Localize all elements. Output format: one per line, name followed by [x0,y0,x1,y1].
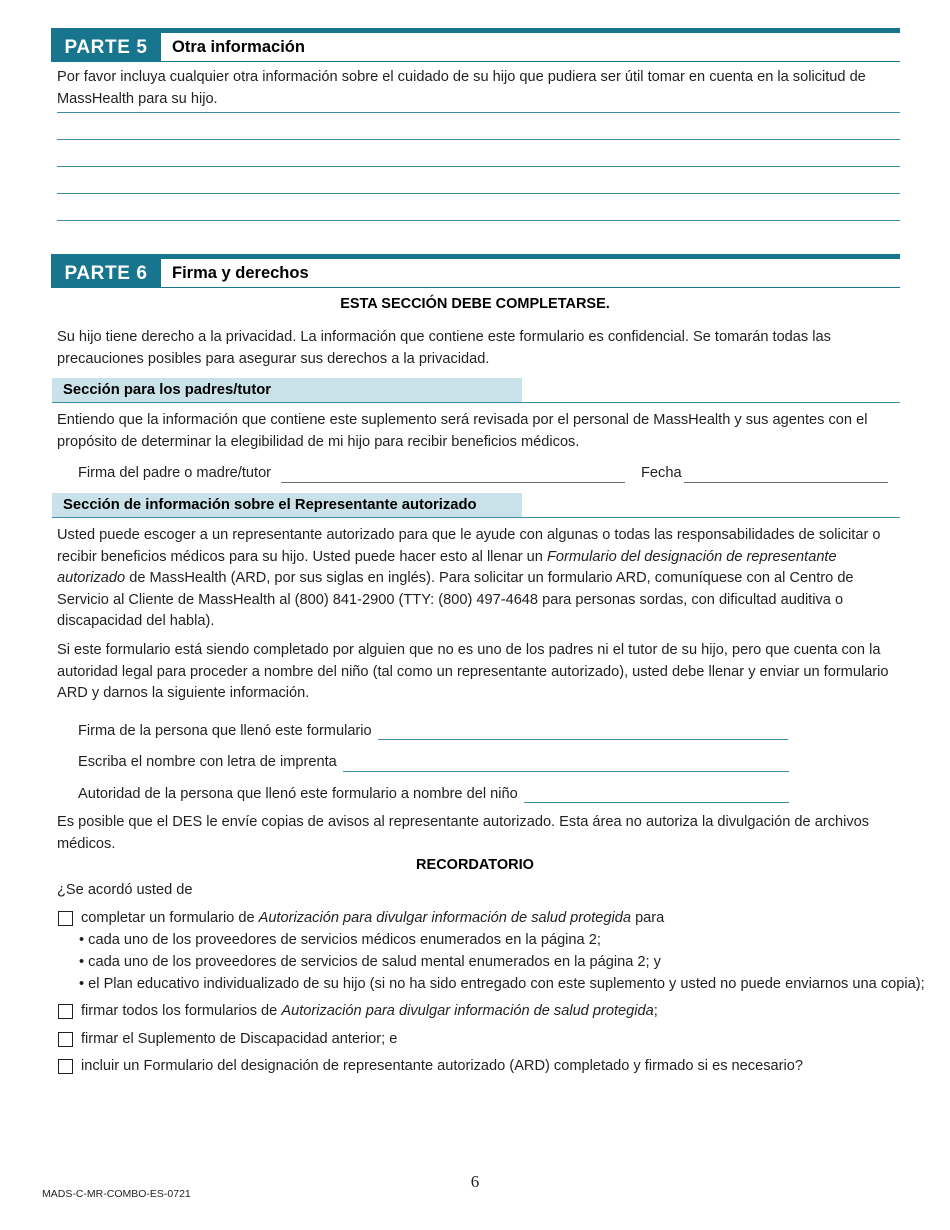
reminder-bullet-2: • cada uno de los proveedores de servicios de salud mental enumerados en la página 2; y [79,954,661,970]
part5-instructions: Por favor incluya cualquier otra información sobre el cuidado de su hijo que pudiera ser útil tomar en cuenta en la solicitud de MassHealth para su hijo. [57,69,866,107]
part6-label: PARTE 6 [51,259,161,287]
parent-signature-label: Firma del padre o madre/tutor [78,465,272,481]
reminder-item-2: firmar todos los formularios de Autorización para divulgar información de salud protegida; [81,1003,658,1019]
form-code: MADS-C-MR-COMBO-ES-0721 [42,1188,191,1200]
parent-signature-field[interactable] [281,482,625,483]
required-notice: ESTA SECCIÓN DEBE COMPLETARSE. [340,296,610,312]
part6-header [51,254,900,288]
reminder-checkbox-4[interactable] [58,1059,73,1074]
answer-line-3[interactable] [57,166,900,167]
representative-para2: Si este formulario está siendo completado por alguien que no es uno de los padres ni el tutor de su hijo, pero que cuenta con la autoridad legal para proceder a nombre del niño (tal como un representante autorizado), usted debe llenar y enviar un formulario ARD y darnos la siguiente información. [57,642,889,701]
page-number: 6 [470,1172,480,1191]
reminder-checkbox-1[interactable] [58,911,73,926]
authority-label: Autoridad de la persona que llenó este formulario a nombre del niño [78,786,518,802]
parents-section-title: Sección para los padres/tutor [63,382,272,398]
des-notice: Es posible que el DES le envíe copias de avisos al representante autorizado. Esta área no autoriza la divulgación de archivos médicos. [57,814,870,852]
reminder-item-3: firmar el Suplemento de Discapacidad anterior; e [81,1031,398,1047]
reminder-bullet-1: • cada uno de los proveedores de servicios médicos enumerados en la página 2; [79,932,601,948]
reminder-checkbox-3[interactable] [58,1032,73,1047]
reminder-item-1: completar un formulario de Autorización para divulgar información de salud protegida para [81,910,665,926]
representative-section-header [52,493,900,518]
answer-line-2[interactable] [57,139,900,140]
answer-line-1[interactable] [57,112,900,113]
representative-para1: Usted puede escoger a un representante autorizado para que le ayude con algunas o todas las responsabilidades de solicitar o recibir beneficios médicos para su hijo. Usted puede hacer esto al llenar un Formulario del designación de representante autorizado de MassHealth (ARD, por sus siglas en inglés). Para solicitar un formulario ARD, comuníquese con al Centro de Servicio al Cliente de MassHealth al (800) 841-2900 (TTY: (800) 497-4648 para personas sordas, con dificultad auditiva o discapacidad del habla). [57,527,881,629]
parents-section-header [52,378,900,403]
reminder-bullet-3: • el Plan educativo individualizado de su hijo (si no ha sido entregado con este suplemento y usted no puede enviarnos una copia); [79,976,925,992]
part5-header [51,28,900,62]
date-field[interactable] [684,482,888,483]
parents-section-text: Entiendo que la información que contiene este suplemento será revisada por el personal de MassHealth y sus agentes con el propósito de determinar la elegibilidad de mi hijo para recibir beneficios médicos. [57,412,868,450]
part6-title: Firma y derechos [172,264,309,282]
print-name-field[interactable] [343,771,789,772]
filler-signature-label: Firma de la persona que llenó este formulario [78,723,372,739]
print-name-label: Escriba el nombre con letra de imprenta [78,754,337,770]
part5-title: Otra información [172,38,305,56]
filler-signature-field[interactable] [378,739,788,740]
answer-line-4[interactable] [57,193,900,194]
reminder-checkbox-2[interactable] [58,1004,73,1019]
reminder-title: RECORDATORIO [416,857,534,873]
reminder-intro: ¿Se acordó usted de [57,882,193,898]
answer-line-5[interactable] [57,220,900,221]
authority-field[interactable] [524,802,789,803]
privacy-text: Su hijo tiene derecho a la privacidad. La información que contiene este formulario es confidencial. Se tomarán todas las precauciones posibles para asegurar sus derechos a la privacidad. [57,329,831,367]
reminder-item-4: incluir un Formulario del designación de representante autorizado (ARD) completado y firmado si es necesario? [81,1058,803,1074]
part5-label: PARTE 5 [51,33,161,61]
date-label: Fecha [641,465,682,481]
representative-section-title: Sección de información sobre el Representante autorizado [63,497,477,513]
